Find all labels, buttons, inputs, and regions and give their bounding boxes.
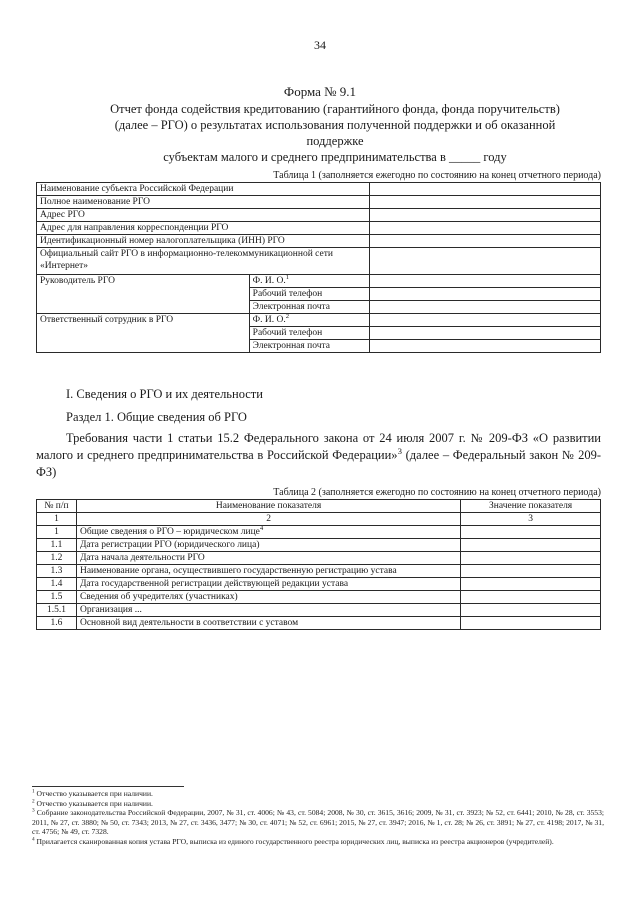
row-label: Адрес РГО (37, 209, 370, 222)
row-name: Дата регистрации РГО (юридического лица) (76, 539, 460, 552)
responsible-label: Ответственный сотрудник в РГО (37, 314, 250, 353)
value-cell[interactable] (369, 314, 601, 327)
table-row (37, 275, 601, 288)
row-name: Основной вид деятельности в соответствии с уставом (76, 617, 460, 630)
value-cell[interactable] (461, 526, 601, 539)
row-number: 1 (37, 526, 77, 539)
table-row (37, 617, 601, 630)
table-row (37, 539, 601, 552)
table-row (37, 552, 601, 565)
row-name: Наименование органа, осуществившего государственную регистрацию устава (76, 565, 460, 578)
row-label: Полное наименование РГО (37, 196, 370, 209)
responsible-fio-label (249, 314, 369, 327)
row-name: Сведения об учредителях (участниках) (76, 591, 460, 604)
table-row (37, 235, 601, 248)
value-cell[interactable] (461, 565, 601, 578)
value-cell[interactable] (369, 235, 601, 248)
value-cell[interactable] (461, 591, 601, 604)
footnote-text: Прилагается сканированная копия устава РГО, выписка из единого государственного реестра юридических лиц, выписка из реестра акционеров (учредителей). (34, 836, 554, 846)
footnote-ref: 3 (397, 445, 402, 456)
footnote-text: Отчество указывается при наличии. (34, 798, 153, 808)
requirements-text-after: (далее – Федеральный закон № 209-ФЗ) (36, 448, 601, 479)
table-row (37, 248, 601, 275)
footnote-ref: 1 (285, 273, 290, 281)
footnotes (32, 789, 604, 847)
col-header-num: № п/п (37, 500, 77, 513)
report-title-line-1: Отчет фонда содействия кредитованию (гарантийного фонда, фонда поручительств) (110, 102, 560, 116)
head-email-label: Электронная почта (249, 301, 369, 314)
row-label: Адрес для направления корреспонденции РГО (37, 222, 370, 235)
row-number: 1.5.1 (37, 604, 77, 617)
table-row (37, 565, 601, 578)
value-cell[interactable] (461, 578, 601, 591)
row-number: 1.1 (37, 539, 77, 552)
table-header-row (37, 500, 601, 513)
rgo-info-table (36, 182, 601, 353)
footnote (32, 837, 604, 847)
value-cell[interactable] (369, 248, 601, 275)
footnote-separator (32, 786, 184, 787)
responsible-email-label: Электронная почта (249, 340, 369, 353)
report-title-line-3: субъектам малого и среднего предпринимательства в _____ году (163, 150, 507, 164)
row-number: 1.2 (37, 552, 77, 565)
footnote (32, 789, 604, 799)
responsible-phone-label: Рабочий телефон (249, 327, 369, 340)
head-phone-label: Рабочий телефон (249, 288, 369, 301)
row-name-text: Общие сведения о РГО – юридическом лице (79, 527, 260, 537)
report-title-line-2: (далее – РГО) о результатах использования полученной поддержки и об оказанной поддержке (114, 118, 556, 148)
footnote-text: Собрание законодательства Российской Федерации, 2007, № 31, ст. 4006; № 43, ст. 5084; 2008, № 30, ст. 3615, 3616; 2009, № 31, ст. 3923; № 52, ст. 6441; 2010, № 28, ст. 3553; 2011, № 27, ст. 3880; № 50, ст. 7343; 2013, № 27, ст. 3436, 3477; № 30, ст. 4071; № 52, ст. 6961; 2015, № 27, ст. 3947; 2016, № 1, ст. 28; № 26, ст. 3891; № 27, ст. 4198; 2017, № 31, ст. 4756; № 49, ст. 7328. (32, 808, 604, 837)
value-cell[interactable] (369, 288, 601, 301)
fio-text: Ф. И. О. (252, 315, 286, 325)
row-name: Дата начала деятельности РГО (76, 552, 460, 565)
row-number: 1.6 (37, 617, 77, 630)
table-row (37, 209, 601, 222)
value-cell[interactable] (369, 209, 601, 222)
value-cell[interactable] (369, 183, 601, 196)
table-row (37, 183, 601, 196)
value-cell[interactable] (461, 617, 601, 630)
table-row (37, 591, 601, 604)
general-info-table (36, 499, 601, 630)
table-row (37, 526, 601, 539)
table-row (37, 314, 601, 327)
head-label: Руководитель РГО (37, 275, 250, 314)
numbering-cell: 2 (76, 513, 460, 526)
table-row (37, 578, 601, 591)
footnote-text: Отчество указывается при наличии. (34, 789, 153, 798)
row-label: Официальный сайт РГО в информационно-телекоммуникационной сети «Интернет» (37, 248, 370, 275)
numbering-cell: 1 (37, 513, 77, 526)
row-label: Идентификационный номер налогоплательщика (ИНН) РГО (37, 235, 370, 248)
value-cell[interactable] (369, 275, 601, 288)
page-number: 34 (314, 38, 326, 52)
footnote-mark: 1 (32, 788, 35, 795)
table-row (37, 196, 601, 209)
table2-caption: Таблица 2 (заполняется ежегодно по состоянию на конец отчетного периода) (273, 487, 601, 498)
form-title: Форма № 9.1 (283, 84, 357, 99)
footnote-mark: 4 (32, 836, 35, 843)
footnote-ref: 4 (259, 524, 264, 532)
value-cell[interactable] (461, 539, 601, 552)
footnote (32, 808, 604, 837)
value-cell[interactable] (461, 604, 601, 617)
value-cell[interactable] (461, 552, 601, 565)
row-number: 1.5 (37, 591, 77, 604)
fio-text: Ф. И. О. (252, 276, 286, 286)
col-header-name: Наименование показателя (76, 500, 460, 513)
footnote-mark: 2 (32, 798, 35, 805)
table-row (37, 222, 601, 235)
row-label: Наименование субъекта Российской Федерации (37, 183, 370, 196)
footnote-ref: 2 (285, 312, 290, 320)
col-header-value: Значение показателя (461, 500, 601, 513)
value-cell[interactable] (369, 327, 601, 340)
row-number: 1.4 (37, 578, 77, 591)
subsection-heading: Раздел 1. Общие сведения об РГО (66, 410, 247, 424)
numbering-cell: 3 (461, 513, 601, 526)
numbering-row (37, 513, 601, 526)
footnote-mark: 3 (32, 807, 35, 814)
section-heading: I. Сведения о РГО и их деятельности (66, 387, 263, 401)
value-cell[interactable] (369, 196, 601, 209)
footnote (32, 799, 604, 809)
requirements-paragraph (36, 430, 601, 481)
report-title (90, 101, 580, 165)
table1-caption: Таблица 1 (заполняется ежегодно по состоянию на конец отчетного периода) (273, 170, 601, 181)
requirements-text: Требования части 1 статьи 15.2 Федерального закона от 24 июля 2007 г. № 209-ФЗ «О развитии малого и среднего предпринимательства в Российской Федерации» (36, 431, 601, 462)
head-fio-label (249, 275, 369, 288)
row-number: 1.3 (37, 565, 77, 578)
row-name: Дата государственной регистрации действующей редакции устава (76, 578, 460, 591)
value-cell[interactable] (369, 301, 601, 314)
value-cell[interactable] (369, 340, 601, 353)
row-name: Организация ... (76, 604, 460, 617)
row-name (76, 526, 460, 539)
value-cell[interactable] (369, 222, 601, 235)
table-row (37, 604, 601, 617)
